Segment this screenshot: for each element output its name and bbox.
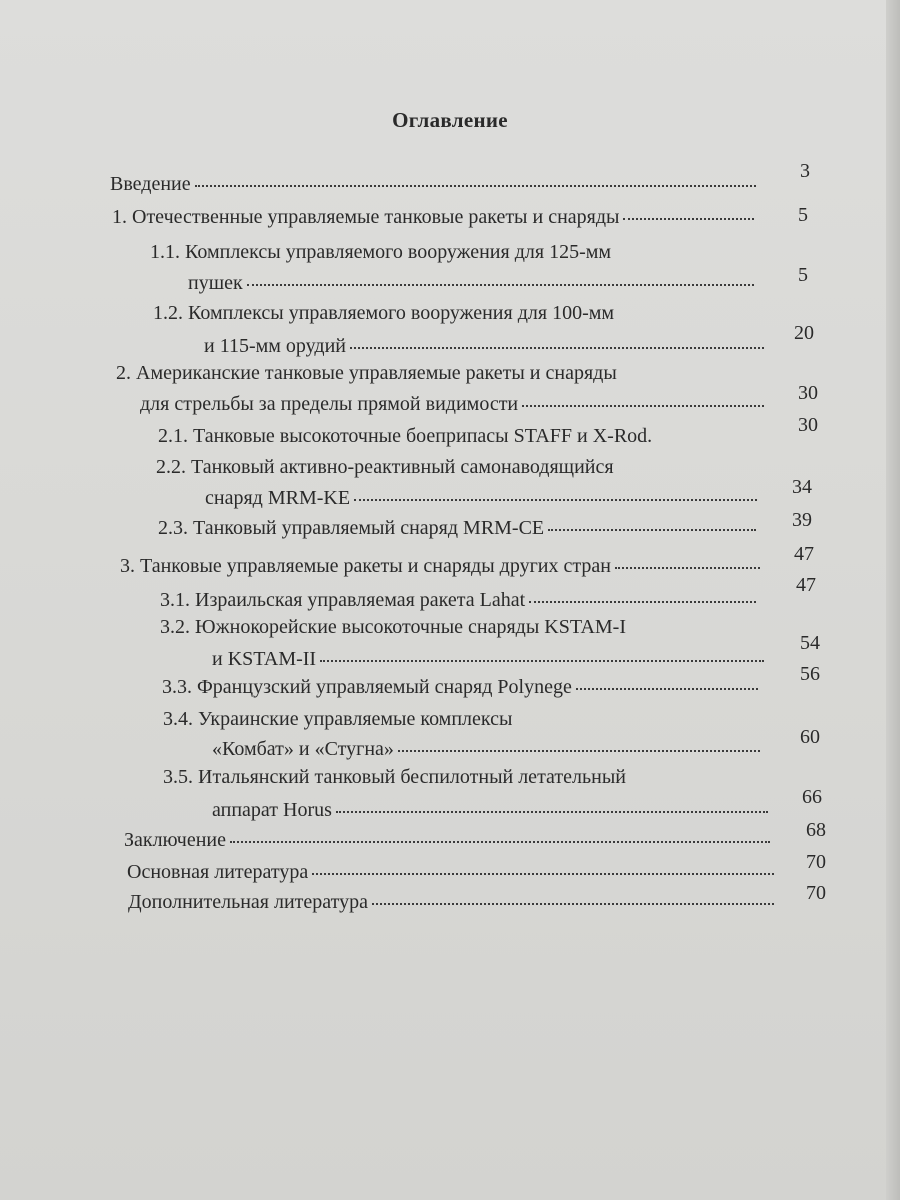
toc-entry-text: 2.2. Танковый активно-реактивный самонаводящийся <box>156 456 614 478</box>
toc-page-number: 30 <box>798 414 818 436</box>
toc-entry-text: 3.1. Израильская управляемая ракета Lahat <box>160 589 526 611</box>
toc-page-number: 54 <box>800 632 820 654</box>
toc-page-number: 5 <box>798 264 808 286</box>
dot-leader <box>398 750 760 752</box>
toc-page-number: 30 <box>798 382 818 404</box>
toc-page-number: 34 <box>792 476 812 498</box>
toc-page-number: 39 <box>792 509 812 531</box>
dot-leader <box>548 529 756 531</box>
dot-leader <box>230 841 770 843</box>
toc-page-number: 66 <box>802 786 822 808</box>
toc-page-number: 70 <box>806 851 826 873</box>
dot-leader <box>312 873 774 875</box>
dot-leader <box>576 688 758 690</box>
dot-leader <box>350 347 764 349</box>
toc-entry-text: пушек <box>188 272 243 294</box>
toc-entry-text: 1.1. Комплексы управляемого вооружения для 125-мм <box>150 241 612 263</box>
toc-entry-text: 1. Отечественные управляемые танковые ракеты и снаряды <box>112 206 620 228</box>
toc-page-number: 70 <box>806 882 826 904</box>
toc-entry-text: 2.1. Танковые высокоточные боеприпасы STAFF и X-Rod. <box>158 425 653 447</box>
toc-entry-text: 3.3. Французский управляемый снаряд Polynege <box>162 676 572 698</box>
toc-page-number: 47 <box>796 574 816 596</box>
toc-page-number: 47 <box>794 543 814 565</box>
dot-leader <box>529 601 756 603</box>
toc-entry-text: Дополнительная литература <box>128 891 368 913</box>
dot-leader <box>615 567 760 569</box>
dot-leader <box>354 499 757 501</box>
toc-entry-text: и KSTAM-II <box>212 648 317 670</box>
dot-leader <box>195 185 756 187</box>
dot-leader <box>522 405 764 407</box>
toc-page-number: 56 <box>800 663 820 685</box>
toc-page-number: 3 <box>800 160 810 182</box>
toc-entry-text: 3.5. Итальянский танковый беспилотный летательный <box>163 766 626 788</box>
toc-entry-text: Введение <box>110 173 191 195</box>
toc-entry-text: снаряд MRM-KE <box>205 487 351 509</box>
dot-leader <box>247 284 754 286</box>
toc-entry-text: аппарат Horus <box>212 799 332 821</box>
toc-entry-text: 3.4. Украинские управляемые комплексы <box>163 708 513 730</box>
toc-entry-text: для стрельбы за пределы прямой видимости <box>140 393 519 415</box>
toc-entry-text: 2.3. Танковый управляемый снаряд MRM-CE <box>158 517 545 539</box>
toc-page-number: 60 <box>800 726 820 748</box>
dot-leader <box>336 811 768 813</box>
toc-page-number: 5 <box>798 204 808 226</box>
toc-page-number: 20 <box>794 322 814 344</box>
toc-title: Оглавление <box>392 108 508 132</box>
toc-page-number: 68 <box>806 819 826 841</box>
toc-entry-text: 3.2. Южнокорейские высокоточные снаряды KSTAM-I <box>160 616 627 638</box>
dot-leader <box>623 218 754 220</box>
toc-entry-text: Заключение <box>124 829 226 851</box>
toc-entry-text: «Комбат» и «Стугна» <box>212 738 394 760</box>
toc-entry-text: 2. Американские танковые управляемые ракеты и снаряды <box>116 362 617 384</box>
toc-entry-text: 1.2. Комплексы управляемого вооружения для 100-мм <box>153 302 615 324</box>
toc-entry-text: Основная литература <box>127 861 309 883</box>
dot-leader <box>320 660 764 662</box>
dot-leader <box>372 903 774 905</box>
toc-entry-text: 3. Танковые управляемые ракеты и снаряды других стран <box>120 555 611 577</box>
toc-entry-text: и 115-мм орудий <box>204 335 346 357</box>
